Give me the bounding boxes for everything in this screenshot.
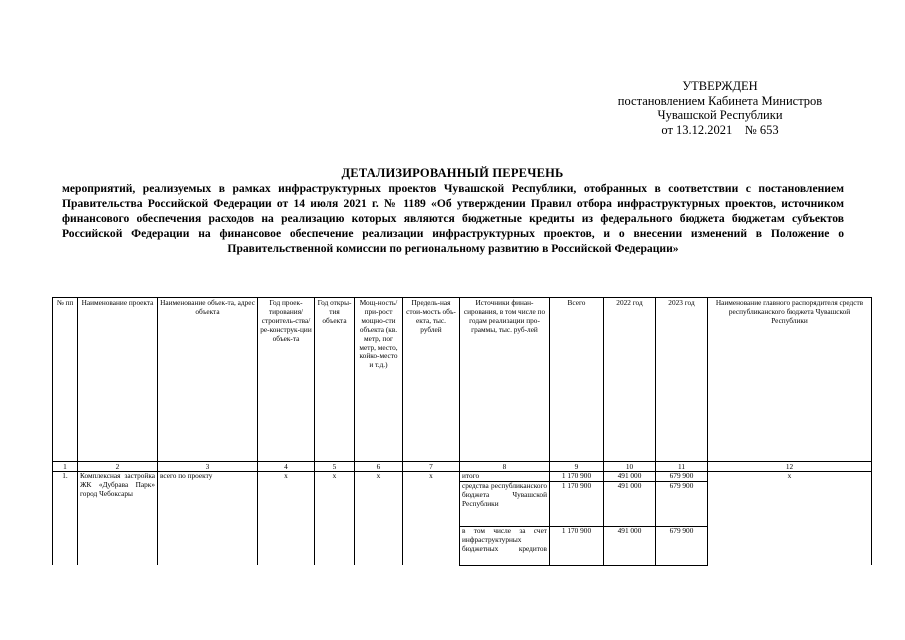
- document-title: ДЕТАЛИЗИРОВАННЫЙ ПЕРЕЧЕНЬ: [341, 166, 564, 180]
- column-number: 3: [158, 462, 258, 472]
- source-2022: 491 000: [604, 481, 656, 526]
- document-subtitle: мероприятий, реализуемых в рамках инфраструктурных проектов Чувашской Республики, отобранных в соответствии с постановлением Правительства Российской Федерации от 14 июля 2021 г. № 1189 «Об утверждении Правил отбора инфраструктурных проектов, источником финансового обеспечения расходов на реализацию которых являются бюджетные кредиты из федерального бюджета бюджетам субъектов Российской Федерации на финансовое обеспечение реализации инфраструктурных проектов, и о внесении изменений в Положение о Правительственной комиссии по региональному развитию в Российской Федерации»: [62, 182, 844, 255]
- row-number: 1.: [53, 472, 78, 566]
- approval-line-4: от 13.12.2021 № 653: [661, 122, 779, 137]
- source-2023: 679 900: [656, 481, 708, 526]
- approval-line-1: УТВЕРЖДЕН: [682, 79, 758, 93]
- column-number: 11: [656, 462, 708, 472]
- source-total: 1 170 900: [550, 472, 604, 482]
- column-number: 5: [315, 462, 355, 472]
- column-number: 7: [403, 462, 460, 472]
- design-year: х: [258, 472, 315, 566]
- column-number: 8: [460, 462, 550, 472]
- column-number: 4: [258, 462, 315, 472]
- budget-manager: х: [708, 472, 872, 566]
- header-cell: 2023 год: [656, 298, 708, 462]
- capacity: х: [355, 472, 403, 566]
- header-cell: Мощ-ность/ при-рост мощно-сти объекта (кв. метр, пог метр, место, койко-место и т.д.): [355, 298, 403, 462]
- column-number: 10: [604, 462, 656, 472]
- column-number-row: [53, 462, 872, 472]
- column-number: 1: [53, 462, 78, 472]
- column-number: 9: [550, 462, 604, 472]
- source-label: средства республиканского бюджета Чувашской Республики: [460, 481, 550, 526]
- source-2022: 491 000: [604, 472, 656, 482]
- source-2023: 679 900: [656, 526, 708, 565]
- table-header-row: [53, 298, 872, 462]
- header-cell: Наименование главного распорядителя средств республиканского бюджета Чувашской Республики: [708, 298, 872, 462]
- header-cell: Источники финан-сирования, в том числе по годам реализации про-граммы, тыс. руб-лей: [460, 298, 550, 462]
- source-total: 1 170 900: [550, 526, 604, 565]
- header-cell: Предель-ная стои-мость объ-екта, тыс. рублей: [403, 298, 460, 462]
- approval-line-2: постановлением Кабинета Министров: [617, 93, 823, 108]
- header-cell: Наименование проекта: [78, 298, 158, 462]
- project-name: Комплексная застройка ЖК «Дубрава Парк» город Чебоксары: [78, 472, 158, 566]
- open-year: х: [315, 472, 355, 566]
- object-name: всего по проекту: [158, 472, 258, 566]
- column-number: 2: [78, 462, 158, 472]
- header-cell: Год проек-тирования/ строитель-ства/ ре-конструк-ции объек-та: [258, 298, 315, 462]
- source-2023: 679 900: [656, 472, 708, 482]
- approval-stamp: [600, 79, 840, 137]
- source-total: 1 170 900: [550, 481, 604, 526]
- header-cell: № пп: [53, 298, 78, 462]
- source-2022: 491 000: [604, 526, 656, 565]
- column-number: 6: [355, 462, 403, 472]
- header-cell: Год откры-тия объекта: [315, 298, 355, 462]
- projects-table: [52, 297, 872, 566]
- source-label: в том числе за счет инфраструктурных бюджетных кредитов: [460, 526, 550, 565]
- header-cell: Всего: [550, 298, 604, 462]
- header-cell: 2022 год: [604, 298, 656, 462]
- header-cell: Наименование объек-та, адрес объекта: [158, 298, 258, 462]
- source-label: итого: [460, 472, 550, 482]
- table-row: [53, 472, 872, 482]
- approval-line-3: Чувашской Республики: [657, 108, 783, 122]
- max-cost: х: [403, 472, 460, 566]
- column-number: 12: [708, 462, 872, 472]
